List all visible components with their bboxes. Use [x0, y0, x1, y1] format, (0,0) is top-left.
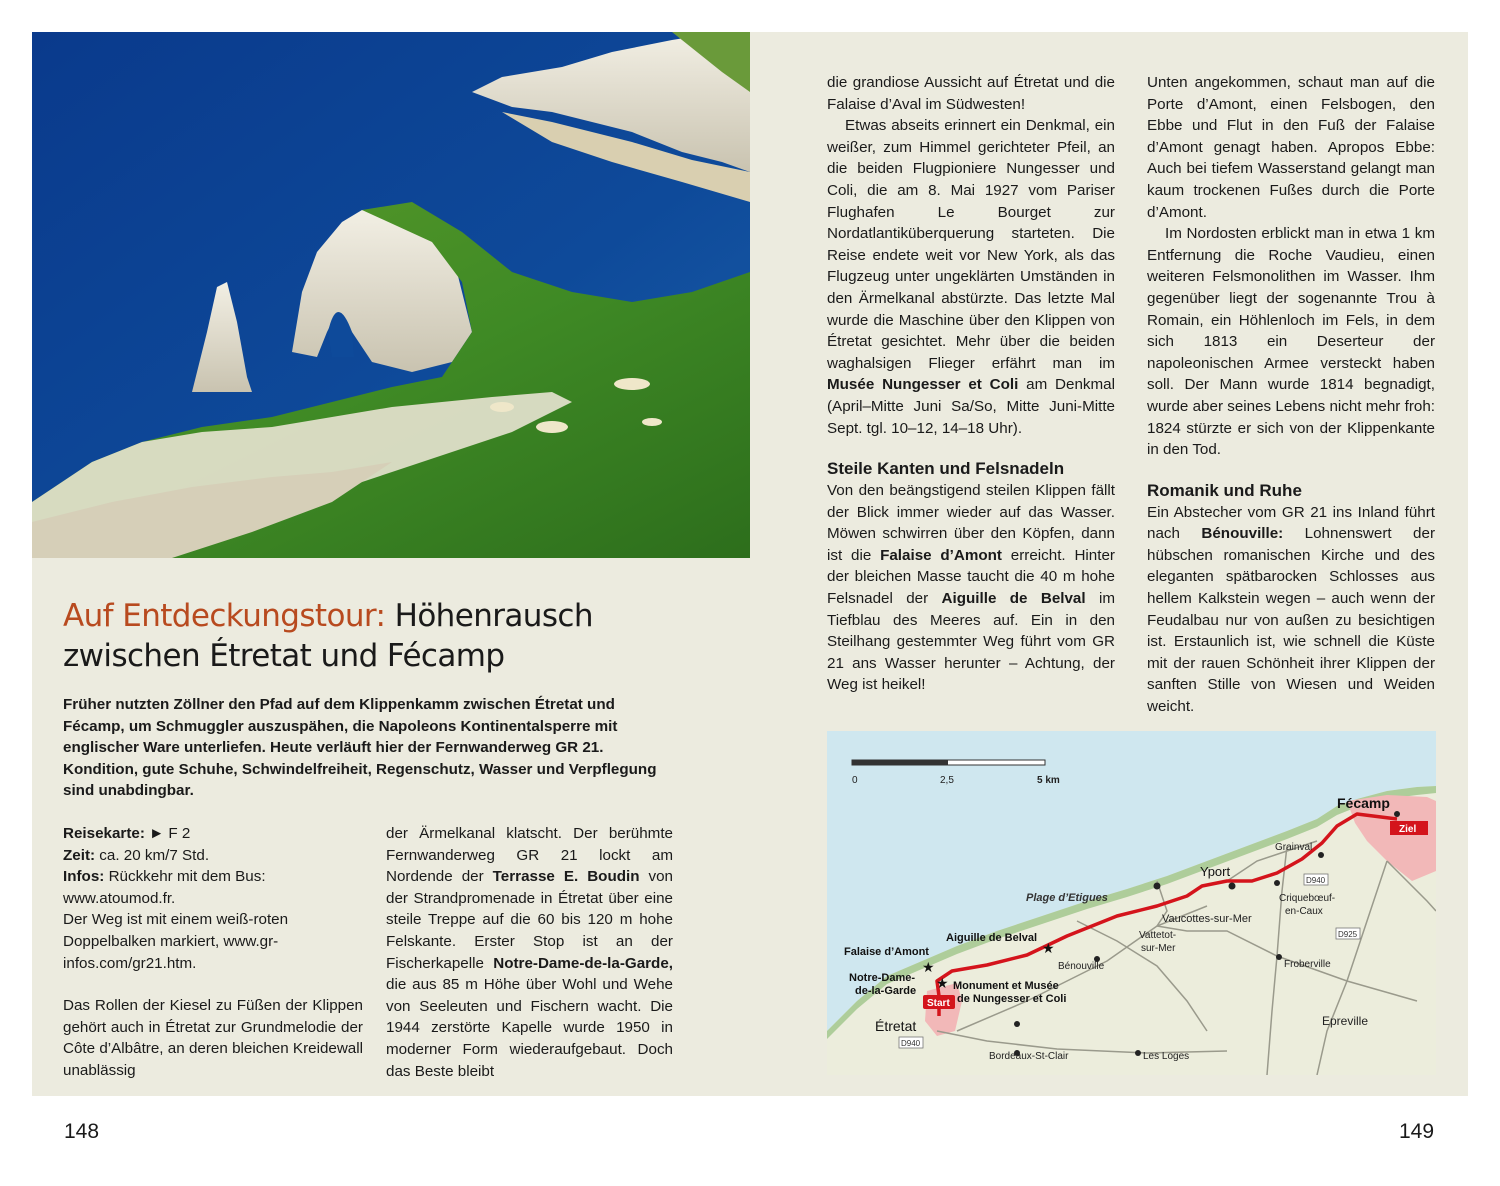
intro-paragraph: Früher nutzten Zöllner den Pfad auf dem Klippenkamm zwischen Étretat und Fécamp, um Schmuggler auszuspähen, die Napoleons Kontinentalsperre mit englischer Ware unterliefen. Heute verläuft hier der Fernwanderweg GR 21. Kondition, gute Schuhe, Schwindelfreiheit, Regenschutz, Wasser und Verpflegung sind unabdingbar. [63, 696, 657, 799]
heading-steile-kanten: Steile Kanten und Felsnadeln [827, 459, 1065, 479]
falaise-star-icon: ★ [922, 959, 935, 975]
scale-label-5km: 5 km [1037, 775, 1060, 786]
map-scale-bar [852, 760, 1045, 765]
map-label-vattetot-2: sur-Mer [1141, 943, 1176, 954]
map-label-criquebeuf-2: en-Caux [1285, 906, 1323, 917]
article-title [63, 596, 703, 676]
map-label-yport: Yport [1200, 864, 1231, 879]
col3-bold-museum: Musée Nungesser et Coli [827, 376, 1019, 394]
col3-para-2c: am Denkmal (April–Mitte Juni Sa/So, Mitte Juni-Mitte Sept. tgl. 10–12, 14–18 Uhr). [827, 376, 1115, 437]
zeit-label: Zeit: [63, 846, 96, 864]
road-d940-east: D940 [1306, 876, 1326, 885]
col4-para-1: Unten angekommen, schaut man auf die Porte d’Amont, einen Felsbogen, den Ebbe und Flut in den Fuß der Falaise d’Amont genagt haben. Apropos Ebbe: Auch bei tiefem Wasserstand gelangt man kaum trockenen Fußes durch die Porte d’Amont. [1147, 74, 1435, 221]
reisekarte-value: ► F 2 [149, 825, 191, 842]
weg-marking: Der Weg ist mit einem weiß-roten Doppelbalken markiert, www.gr-infos.com/gr21.htm. [63, 911, 289, 972]
zeit-value: ca. 20 km/7 Std. [99, 846, 210, 864]
reisekarte-label: Reisekarte: [63, 825, 145, 842]
map-label-lesloges: Les Loges [1143, 1051, 1190, 1062]
col3-para-1: die grandiose Aussicht auf Étretat und die Falaise d’Aval im Südwesten! [827, 74, 1115, 113]
col3-bold-aiguille: Aiguille de Belval [941, 590, 1086, 608]
col2-text-2: von der Strandpromenade in Étretat über eine steile Treppe auf die 60 bis 120 m hohe Felskante. Erster Stop ist an der Fischerkapelle [386, 868, 673, 972]
map-label-start: Start [927, 998, 950, 1009]
infos-value: Rückkehr mit dem Bus: www.atoumod.fr. [63, 868, 266, 907]
heading-romanik: Romanik und Ruhe [1147, 480, 1302, 500]
info-paragraph: Das Rollen der Kiesel zu Füßen der Klippen gehört auch in Étretat zur Grundmelodie der Côte d’Albâtre, an deren bleichen Kreidewall unablässig [63, 997, 363, 1079]
road-d940-west: D940 [901, 1039, 921, 1048]
infos-label: Infos: [63, 868, 105, 886]
col2-bold-1: Terrasse E. Boudin [492, 868, 640, 886]
col4-para-3a: Ein Abstecher vom GR 21 ins Inland führt nach [1147, 503, 1435, 543]
col2-text-1: der Ärmelkanal klatscht. Der berühmte Fernwanderweg GR 21 lockt am Nordende der [386, 825, 673, 886]
map-label-falaise: Falaise d’Amont [844, 946, 929, 958]
col2-bold-2: Notre-Dame-de-la-Garde, [493, 954, 673, 972]
map-label-criquebeuf-1: Criquebœuf- [1279, 893, 1336, 904]
info-column [63, 823, 363, 1082]
monument-star-icon: ★ [936, 975, 949, 991]
map-label-etretat: Étretat [875, 1018, 917, 1034]
map-label-epreville: Epreville [1322, 1014, 1369, 1028]
col3-para-3c: erreicht. Hinter der bleichen Masse taucht die 40 m hohe Felsnadel der [827, 546, 1115, 608]
col4-bold-benouville: Bénouville: [1201, 525, 1284, 543]
belval-star-icon: ★ [1042, 940, 1055, 956]
col3-para-2a: Etwas abseits erinnert ein Denkmal, ein weißer, zum Himmel gerichteter Pfeil, an die beiden Flugpioniere Nungesser und Coli, die am 8. Mai 1927 vom Pariser Flughafen Le Bourget zur Nordatlantiküberquerung starteten. Die Reise endete weit vor New York, als das Flugzeug unter ungeklärten Umständen in den Ärmelkanal abstürzte. Das letzte Mal wurde die Maschine über den Klippen von Étretat gesichtet. Mehr über die beiden waghalsigen Flieger erfährt man im [827, 117, 1115, 372]
map-label-belval: Aiguille de Belval [946, 932, 1038, 944]
scale-label-0: 0 [852, 775, 858, 786]
page-number-left: 148 [64, 1120, 100, 1143]
col3-para-3a: Von den beängstigend steilen Klippen fällt der Blick immer wieder auf das Wasser. Möwen schwirren über den Köpfen, dann ist die [827, 482, 1115, 564]
map-label-bordeaux: Bordeaux-St-Clair [989, 1051, 1069, 1062]
map-label-ziel: Ziel [1399, 824, 1417, 835]
title-accent: Auf Entdeckungstour: [63, 598, 386, 634]
column-2 [386, 823, 673, 1082]
col3-para-3e: im Tiefblau des Meeres auf. Ein in den Steilhang gestemmter Weg führt vom GR 21 ans Wasser herunter – Achtung, der Weg ist heikel! [827, 590, 1116, 694]
col2-text-3: die aus 85 m Höhe über Wohl und Wehe von Seeleuten und Fischern wacht. Die 1944 zerstörte Kapelle wurde 1950 in moderner Form wiederaufgebaut. Doch das Beste bleibt [386, 976, 673, 1080]
map-label-froberville: Froberville [1284, 959, 1331, 970]
map-label-grainval: Grainval [1275, 842, 1313, 853]
map-label-notredame-2: de-la-Garde [855, 985, 917, 997]
scale-label-2-5: 2,5 [940, 775, 954, 786]
map-label-vaucottes: Vaucottes-sur-Mer [1162, 913, 1252, 925]
col4-para-2: Im Nordosten erblickt man in etwa 1 km Entfernung die Roche Vaudieu, einen weiteren Felsmonolithen im Wasser. Ihm gegenüber liegt der sogenannte Trou à Romain, ein Höhlenloch im Fels, in dem sich 1813 ein Deserteur der napoleonischen Armee versteckt haben soll. Der Mann wurde 1814 begnadigt, wurde aber seines Lebens nicht mehr froh: 1824 stürzte er sich von der Klippenkante in den Tod. [1147, 225, 1435, 459]
map-label-monument-1: Monument et Musée [953, 980, 1059, 992]
etretat-cliffs-photo [32, 32, 750, 558]
map-label-benouville: Bénouville [1058, 961, 1105, 972]
col3-bold-falaise: Falaise d’Amont [880, 546, 1002, 564]
title-line-1: Höhenrausch [394, 598, 593, 634]
map-label-fecamp: Fécamp [1337, 795, 1390, 811]
column-3 [827, 72, 1115, 696]
map-label-vattetot-1: Vattetot- [1139, 930, 1177, 941]
route-map [827, 731, 1436, 1075]
map-label-notredame-1: Notre-Dame- [849, 972, 916, 984]
map-label-monument-2: de Nungesser et Coli [957, 993, 1067, 1005]
col4-para-3c: Lohnenswert der hübschen romanischen Kirche und des eleganten spätbarocken Schlosses aus hellem Kalkstein wegen – auch wenn der Feudalbau nur von außen zu besichtigen ist. Erstaunlich ist, wie schnell die Küste mit der rauen Schönheit ihrer Klippen der sanften Stille von Wiesen und Weiden weicht. [1147, 525, 1436, 716]
page-number-right: 149 [1399, 1120, 1435, 1143]
title-line-2: zwischen Étretat und Fécamp [63, 638, 505, 674]
road-d925: D925 [1338, 930, 1358, 939]
column-4 [1147, 72, 1435, 718]
map-label-plage: Plage d’Etigues [1026, 892, 1108, 904]
